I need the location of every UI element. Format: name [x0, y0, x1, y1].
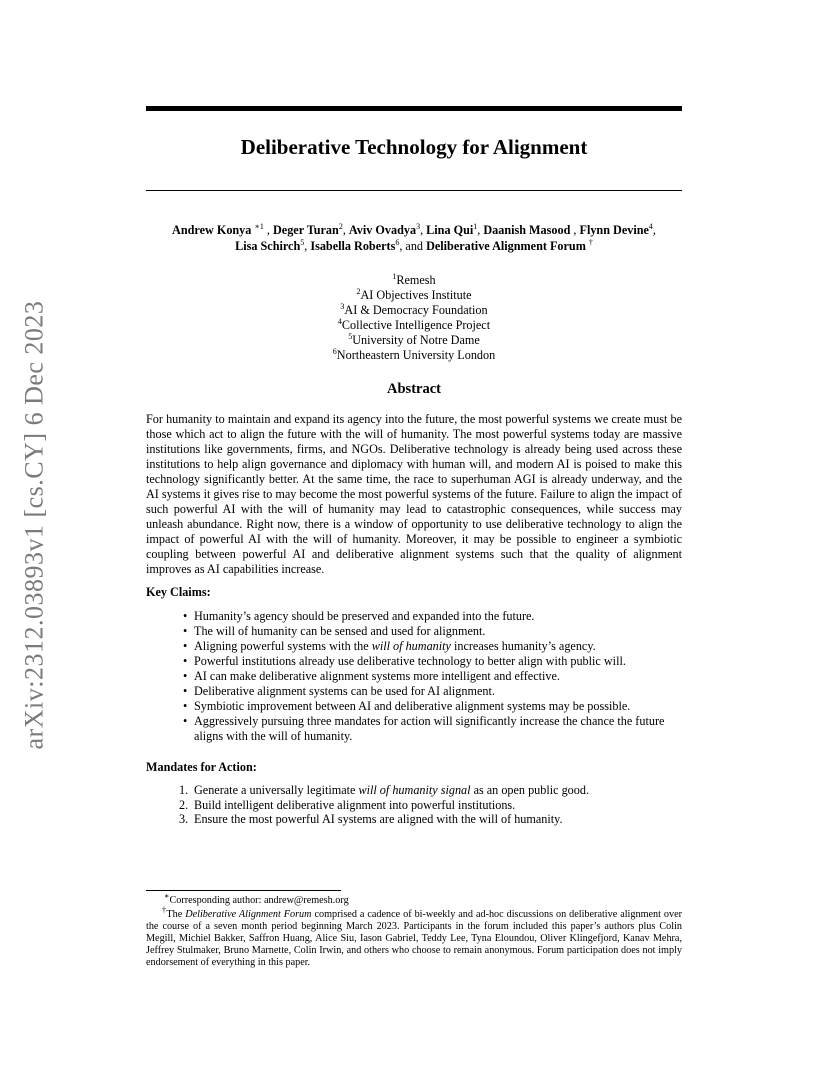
abstract-heading: Abstract: [387, 381, 441, 397]
affiliation: $^2$AI Objectives Institute: [356, 286, 472, 302]
abstract-text: For humanity to maintain and expand its agency into the future, the most powerful systems we create must be those which act to align the future with the will of humanity. The most powerful systems today are massive institutions like governments, firms, and NGOs. Deliberative technology is already being used across these institutions to help align governance and diplomacy with human will, and modern AI is poised to make this technology significantly better. At the same time, the race to superhuman AGI is already underway, and the AI systems it gives rise to may become the most powerful systems of the future. Failure to align the impact of such powerful AI with the will of humanity may lead to catastrophic consequences, while success may unleash abundance. Right now, there is a window of opportunity to use deliberative technology to align the impact of powerful AI with the will of humanity. Moreover, it may be possible to engineer a symbiotic coupling between powerful AI and deliberative alignment systems such that the quality of alignment improves as AI capabilities increase.: [146, 412, 682, 576]
author-name: Deliberative Alignment Forum: [426, 239, 586, 253]
author-mark: 4: [648, 221, 653, 231]
author-name: Isabella Roberts: [310, 239, 396, 253]
author-mark: 1: [473, 221, 478, 231]
author-name: Aviv Ovadya: [348, 223, 417, 237]
list-item: 2. Build intelligent deliberative alignment into powerful institutions.: [179, 797, 516, 812]
mandates-heading: Mandates for Action:: [146, 759, 257, 774]
title-bottom-rule: [146, 190, 682, 191]
author-mark: †: [588, 237, 593, 247]
affiliation-list: [146, 273, 682, 363]
list-item: 1. Generate a universally legitimate will of humanity signal as an open public good.: [179, 782, 589, 797]
footnote-forum: †The Deliberative Alignment Forum comprised a cadence of bi-weekly and ad-hoc discussions on deliberative alignment over the course of a seven month period beginning March 2023. Participants in the forum included this paper’s authors plus Colin Megill, Michiel Bakker, Saffron Huang, Alice Siu, Iason Gabriel, Teddy Lee, Tyna Eloundou, Oliver Klingefjord, Kanav Mehra, Jeffrey Stulmaker, Bruno Marnette, Colin Irwin, and others who choose to remain anonymous. Forum participation does not imply endorsement of everything in this paper.: [146, 905, 683, 969]
list-item: • Deliberative alignment systems can be used for AI alignment.: [184, 684, 682, 699]
list-item: • AI can make deliberative alignment systems more intelligent and effective.: [184, 669, 682, 684]
author-list: Andrew Konya $^{∗1}$ , Deger Turan$^2$, Aviv Ovadya$^3$, Lina Qui$^1$, Daanish Masood , Flynn Devine$^4$, Lisa Schirch$^5$, Isabella Roberts$^6$, and Deliberative Alignment Forum †: [172, 221, 656, 253]
affiliation: $^4$Collective Intelligence Project: [337, 316, 491, 332]
footnote-corresponding-author: ∗Corresponding author: andrew@remesh.org: [164, 891, 349, 906]
author-and: and: [405, 239, 424, 253]
footnote-rule: [146, 890, 341, 891]
list-item: • Powerful institutions already use deliberative technology to better align with public will.: [184, 654, 682, 669]
key-claims-list: [146, 609, 682, 743]
author-name: Andrew Konya: [172, 223, 252, 237]
paper-page: [146, 106, 682, 827]
list-item: • Humanity’s agency should be preserved and expanded into the future.: [184, 609, 682, 624]
author-name: Flynn Devine: [579, 223, 649, 237]
arxiv-sidebar-stamp: [18, 290, 50, 760]
list-item: 3. Ensure the most powerful AI systems are aligned with the will of humanity.: [179, 812, 563, 827]
author-mark: 2: [338, 221, 343, 231]
affiliation: $^1$Remesh: [392, 271, 436, 287]
author-mark: 6: [395, 237, 400, 247]
author-name: Daanish Masood: [483, 223, 571, 237]
mandates-list: [146, 783, 682, 828]
footnotes: [146, 890, 682, 970]
author-mark: 3: [416, 221, 421, 231]
affiliation: $^6$Northeastern University London: [332, 346, 496, 362]
list-item: • Aggressively pursuing three mandates for action will significantly increase the chance the future aligns with the will of humanity.: [184, 714, 682, 744]
author-name: Lisa Schirch: [235, 239, 301, 253]
author-mark: ∗1: [254, 221, 264, 231]
author-name: Lina Qui: [426, 223, 474, 237]
affiliation: $^5$University of Notre Dame: [348, 331, 480, 347]
author-name: Deger Turan: [273, 223, 339, 237]
list-item: • Aligning powerful systems with the will of humanity increases humanity’s agency.: [184, 639, 682, 654]
affiliation: $^3$AI & Democracy Foundation: [340, 301, 488, 317]
author-mark: 5: [300, 237, 305, 247]
list-item: • Symbiotic improvement between AI and deliberative alignment systems may be possible.: [184, 699, 682, 714]
key-claims-heading: Key Claims:: [146, 585, 211, 600]
list-item: • The will of humanity can be sensed and used for alignment.: [184, 624, 682, 639]
paper-title: Deliberative Technology for Alignment: [240, 135, 588, 159]
title-top-rule: [146, 106, 682, 111]
arxiv-id: arXiv:2312.03893v1 [cs.CY] 6 Dec 2023: [19, 300, 48, 750]
